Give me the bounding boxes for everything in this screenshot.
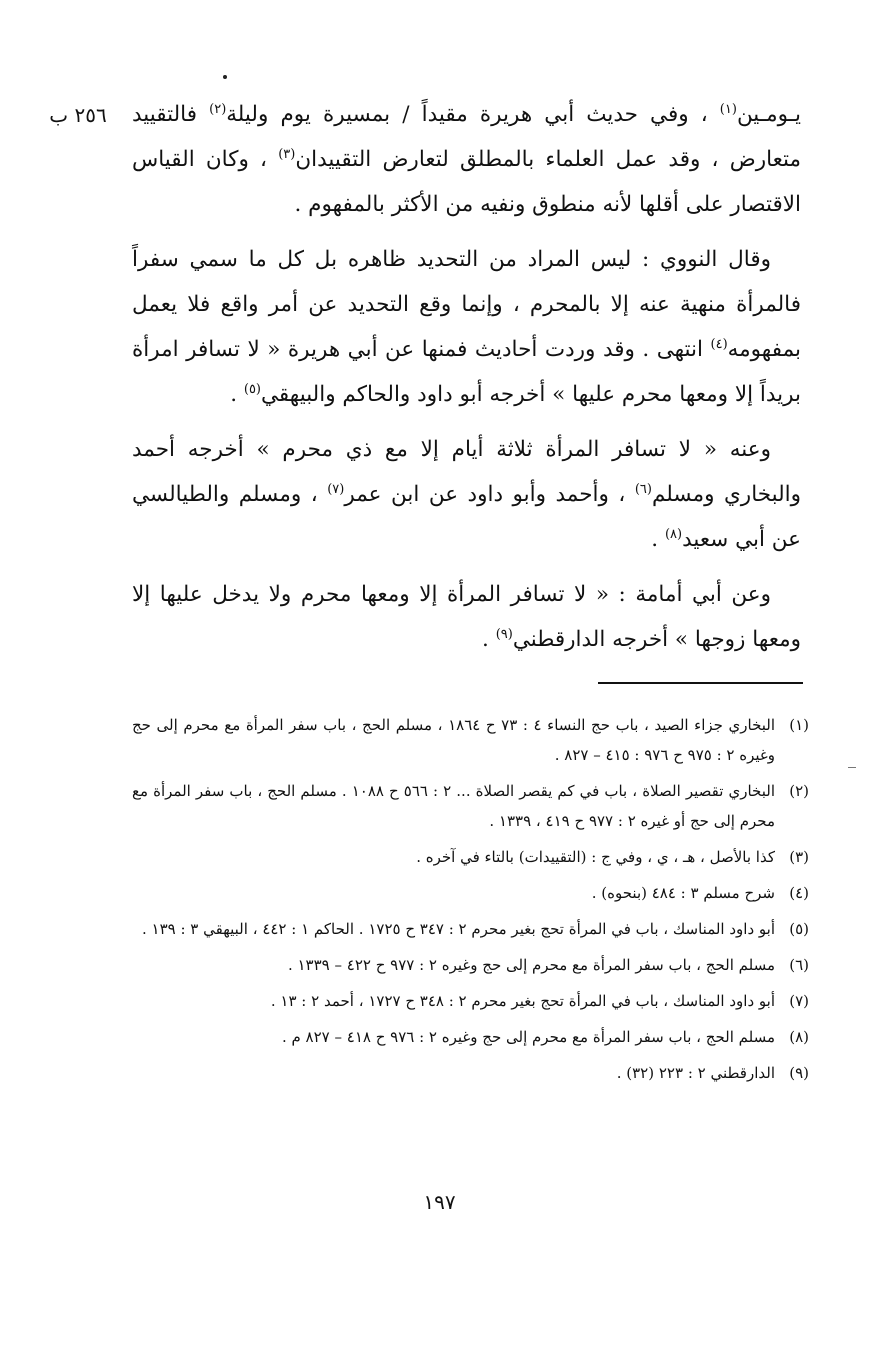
footnote — [132, 914, 809, 944]
footnote-ref: (٢) — [209, 101, 227, 117]
footnote-separator — [598, 682, 803, 684]
footnotes-section — [132, 710, 809, 1094]
footnote-ref: (٨) — [664, 526, 683, 542]
footnote-number: (٦) — [789, 956, 809, 974]
footnote-ref: (٧) — [327, 481, 345, 497]
text-run: وقال النووي : ليس المراد من التحديد ظاهره بل كل ما سمي سفراً فالمرأة منهية عنه إلا بالمحرم ، وإنما وقع التحديد عن أمر واقع فلا يعمل بمفهومه — [132, 247, 801, 362]
paragraph — [132, 427, 801, 562]
footnote — [132, 878, 809, 908]
main-text — [132, 92, 801, 672]
footnote-ref: (٩) — [495, 626, 513, 642]
footnote-text: البخاري تقصير الصلاة ، باب في كم يقصر الصلاة ... ٢ : ٥٦٦ ح ١٠٨٨ . مسلم الحج ، باب سفر المرأة مع محرم إلى حج أو غيره ٢ : ٩٧٧ ح ٤١٩ ، ١٣٣٩ . — [132, 782, 775, 830]
footnote-ref: (٥) — [243, 381, 261, 397]
footnote-text: أبو داود المناسك ، باب في المرأة تحج بغير محرم ٢ : ٣٤٨ ح ١٧٢٧ ، أحمد ٢ : ١٣ . — [270, 992, 775, 1010]
footnote-number: (٨) — [789, 1028, 809, 1046]
footnote — [132, 710, 809, 770]
footnote-number: (٩) — [789, 1064, 809, 1082]
text-run: ، وأحمد وأبو داود عن ابن عمر — [344, 482, 635, 507]
ink-speck — [223, 75, 227, 79]
text-run: انتهى . وقد وردت أحاديث فمنها عن أبي هريرة « لا تسافر امرأة بريداً إلا ومعها محرم عليها » أخرجه أبو داود والحاكم والبيهقي — [132, 337, 801, 407]
footnote-text: الدارقطني ٢ : ٢٢٣ (٣٢) . — [616, 1064, 775, 1082]
footnote-text: مسلم الحج ، باب سفر المرأة مع محرم إلى حج وغيره ٢ : ٩٧٧ ح ٤٢٢ – ١٣٣٩ . — [287, 956, 775, 974]
text-run: وعن أبي أمامة : « لا تسافر المرأة إلا ومعها محرم ولا يدخل عليها إلا ومعها زوجها » أخرجه الدارقطني — [132, 582, 801, 652]
footnote-number: (٥) — [789, 920, 809, 938]
text-run: ، ومسلم والطيالسي عن أبي سعيد — [132, 482, 801, 552]
footnote-text: أبو داود المناسك ، باب في المرأة تحج بغير محرم ٢ : ٣٤٧ ح ١٧٢٥ . الحاكم ١ : ٤٤٢ ، البيهقي ٣ : ١٣٩ . — [141, 920, 775, 938]
footnote — [132, 776, 809, 836]
text-run: . — [482, 627, 496, 652]
manuscript-folio-reference: ٢٥٦ ب — [49, 103, 107, 127]
footnote-ref: (١) — [719, 101, 737, 117]
footnote-number: (٢) — [789, 782, 809, 800]
margin-mark — [848, 767, 856, 768]
text-run: ، وفي حديث أبي هريرة مقيداً / بمسيرة يوم وليلة — [226, 102, 720, 127]
text-run: فالتقييد متعارض ، وقد عمل العلماء بالمطلق لتعارض التقييدان — [132, 102, 801, 172]
footnote-number: (٣) — [789, 848, 809, 866]
footnote — [132, 950, 809, 980]
footnote — [132, 842, 809, 872]
paragraph — [132, 92, 801, 227]
footnote-text: كذا بالأصل ، هـ ، ي ، وفي ج : (التقييدات) بالتاء في آخره . — [416, 848, 775, 866]
text-run: وعنه « لا تسافر المرأة ثلاثة أيام إلا مع ذي محرم » أخرجه أحمد والبخاري ومسلم — [132, 437, 802, 507]
paragraph — [132, 237, 801, 417]
footnote-number: (٤) — [789, 884, 809, 902]
footnote-ref: (٤) — [710, 336, 728, 352]
footnote-number: (٧) — [789, 992, 809, 1010]
footnote-ref: (٣) — [278, 146, 296, 162]
paragraph — [132, 572, 801, 662]
footnote-text: البخاري جزاء الصيد ، باب حج النساء ٤ : ٧٣ ح ١٨٦٤ ، مسلم الحج ، باب سفر المرأة مع محرم إلى حج وغيره ٢ : ٩٧٥ ح ٩٧٦ : ٤١٥ – ٨٢٧ . — [132, 716, 776, 764]
footnote — [132, 1058, 809, 1088]
footnote — [132, 1022, 809, 1052]
footnote-text: شرح مسلم ٣ : ٤٨٤ (بنحوه) . — [591, 884, 775, 902]
footnote-number: (١) — [789, 716, 809, 734]
text-run: ، وكان القياس الاقتصار على أقلها لأنه منطوق ونفيه من الأكثر بالمفهوم . — [132, 147, 801, 217]
text-run: يـومـين — [736, 102, 801, 127]
footnote — [132, 986, 809, 1016]
footnote-ref: (٦) — [634, 481, 652, 497]
text-run: . — [230, 382, 244, 407]
footnote-text: مسلم الحج ، باب سفر المرأة مع محرم إلى حج وغيره ٢ : ٩٧٦ ح ٤١٨ – ٨٢٧ م . — [281, 1028, 775, 1046]
page-number: ١٩٧ — [423, 1190, 456, 1214]
text-run: . — [651, 527, 665, 552]
